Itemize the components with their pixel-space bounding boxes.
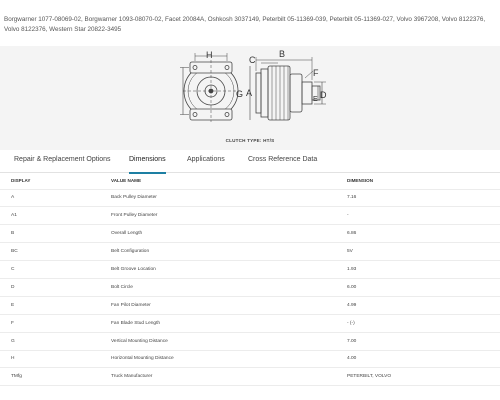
clutch-type-caption: CLUTCH TYPE: HT/S: [225, 138, 275, 143]
table-row: [0, 278, 500, 296]
table-row: [0, 314, 500, 332]
table-row: [0, 332, 500, 350]
cell-value-name: Overall Length: [111, 225, 347, 243]
table-row: [0, 261, 500, 279]
tab-cross-reference-data[interactable]: Cross Reference Data: [248, 156, 318, 163]
cell-dimension: 7.16: [347, 189, 500, 207]
table-row: [0, 296, 500, 314]
tab-dimensions[interactable]: Dimensions: [129, 151, 166, 173]
table-row: [0, 243, 500, 261]
cell-dimension: PETERBILT, VOLVO: [347, 368, 500, 386]
cell-display: A1: [0, 207, 111, 225]
diagram-label-a: A: [246, 88, 253, 98]
diagram-label-h: H: [206, 50, 213, 60]
part-numbers-text: Borgwarner 1077-08069-02, Borgwarner 1093-08070-02, Facet 20084A, Oshkosh 3037149, Peterbilt 05-11369-039, Peterbilt 05-11369-027, Volvo 3967208, Volvo 8122376, Volvo 8122376, Western Star 20822-3495: [4, 16, 486, 33]
cell-value-name: Fan Pilot Diameter: [111, 296, 347, 314]
table-row: [0, 225, 500, 243]
diagram-label-b: B: [279, 49, 286, 59]
cell-value-name: Belt Configuration: [111, 243, 347, 261]
table-row: [0, 368, 500, 386]
cell-value-name: Fan Blade Stud Length: [111, 314, 347, 332]
cell-value-name: Truck Manufacturer: [111, 368, 347, 386]
cell-value-name: Vertical Mounting Distance: [111, 332, 347, 350]
table-row: [0, 189, 500, 207]
cell-value-name: Bolt Circle: [111, 278, 347, 296]
cell-display: TMfg: [0, 368, 111, 386]
cell-display: C: [0, 261, 111, 279]
cell-display: E: [0, 296, 111, 314]
cell-dimension: 5V: [347, 243, 500, 261]
cell-display: D: [0, 278, 111, 296]
cell-value-name: Back Pulley Diameter: [111, 189, 347, 207]
clutch-diagram: [0, 46, 500, 150]
cell-display: F: [0, 314, 111, 332]
cell-value-name: Belt Groove Location: [111, 261, 347, 279]
tab-bar: [0, 151, 500, 173]
header-dimension: DIMENSION: [347, 173, 500, 189]
table-header-row: [0, 173, 500, 189]
cell-display: H: [0, 350, 111, 368]
cell-display: B: [0, 225, 111, 243]
table-row: [0, 207, 500, 225]
cell-display: BC: [0, 243, 111, 261]
table-row: [0, 350, 500, 368]
cell-value-name: Front Pulley Diameter: [111, 207, 347, 225]
cell-display: A: [0, 189, 111, 207]
dimensions-table: [0, 173, 500, 386]
cell-display: G: [0, 332, 111, 350]
cell-dimension: - (-): [347, 314, 500, 332]
diagram-label-g: G: [236, 89, 244, 99]
tab-repair-replacement-options[interactable]: Repair & Replacement Options: [14, 156, 111, 163]
cell-dimension: 4.00: [347, 350, 500, 368]
diagram-label-e: E: [313, 96, 318, 103]
header-value-name: VALUE NAME: [111, 173, 347, 189]
header-display: DISPLAY: [0, 173, 111, 189]
cell-dimension: 4.99: [347, 296, 500, 314]
diagram-label-d: D: [320, 90, 327, 100]
diagram-label-c: C: [249, 55, 256, 65]
cell-value-name: Horizontal Mounting Distance: [111, 350, 347, 368]
cell-dimension: -: [347, 207, 500, 225]
cell-dimension: 1.93: [347, 261, 500, 279]
diagram-label-f: F: [313, 68, 319, 78]
cell-dimension: 6.86: [347, 225, 500, 243]
cell-dimension: 6.00: [347, 278, 500, 296]
tab-applications[interactable]: Applications: [187, 156, 225, 163]
clutch-diagram-panel: [0, 46, 500, 150]
clutch-front-view: [183, 60, 239, 122]
cell-dimension: 7.00: [347, 332, 500, 350]
